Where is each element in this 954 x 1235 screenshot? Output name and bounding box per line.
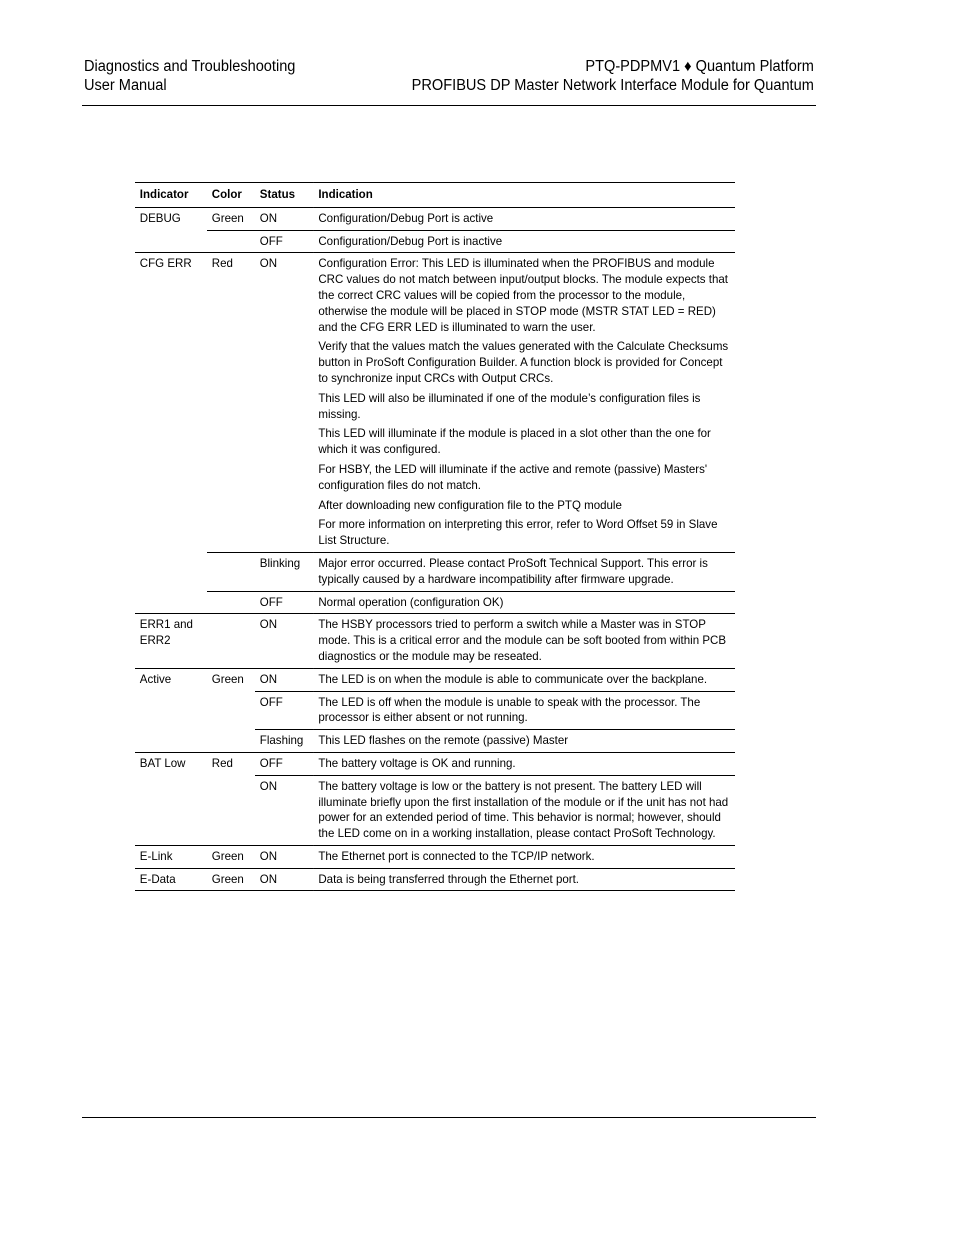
indication-cell: Data is being transferred through the Ethernet port. — [314, 868, 735, 891]
indication-cell: The Ethernet port is connected to the TCP/IP network. — [314, 845, 735, 868]
status-cell: ON — [255, 253, 314, 553]
color-cell: Green — [207, 845, 255, 868]
status-cell: OFF — [255, 230, 314, 253]
table-row — [135, 668, 735, 691]
footer-rule — [82, 1117, 816, 1118]
indication-cell: Major error occurred. Please contact ProSoft Technical Support. This error is typically caused by a hardware incompatibility after firmware upgrade. — [314, 552, 735, 591]
indication-cell: This LED flashes on the remote (passive) Master — [314, 730, 735, 753]
color-cell: Green — [207, 668, 255, 752]
indicator-cell: BAT Low — [135, 752, 207, 845]
color-cell: Green — [207, 868, 255, 891]
table-row — [135, 752, 735, 775]
indication-paragraph: This LED will illuminate if the module is placed in a slot other than the one for which it was configured. — [318, 426, 711, 457]
led-indicator-table — [135, 182, 735, 891]
indication-paragraph: For more information on interpreting this error, refer to Word Offset 59 in Slave List Structure. — [318, 517, 718, 548]
status-cell: ON — [255, 775, 314, 845]
color-cell — [207, 552, 255, 591]
status-cell: OFF — [255, 752, 314, 775]
color-cell: Green — [207, 207, 255, 230]
header-rule — [82, 105, 816, 106]
status-cell: OFF — [255, 691, 314, 730]
indication-cell: The LED is off when the module is unable to speak with the processor. The processor is either absent or not running. — [314, 691, 735, 730]
color-cell: Red — [207, 253, 255, 553]
indication-paragraph: After downloading new configuration file to the PTQ module — [318, 497, 622, 512]
status-cell: Blinking — [255, 552, 314, 591]
status-cell: ON — [255, 207, 314, 230]
status-cell: ON — [255, 668, 314, 691]
running-header-left — [84, 57, 295, 95]
indication-paragraph: For HSBY, the LED will illuminate if the active and remote (passive) Masters' configuration files do not match. — [318, 461, 708, 492]
running-header-right — [412, 57, 814, 95]
color-cell: Red — [207, 752, 255, 845]
column-header-status: Status — [255, 183, 314, 208]
table-row — [135, 845, 735, 868]
indication-cell: The HSBY processors tried to perform a switch while a Master was in STOP mode. This is a critical error and the module can be soft booted from within PCB diagnostics or the module may be reseated. — [314, 614, 735, 668]
product-description: PROFIBUS DP Master Network Interface Module for Quantum — [411, 77, 814, 94]
table-row — [135, 614, 735, 668]
status-cell: ON — [255, 614, 314, 668]
table-header-row — [135, 183, 735, 208]
section-title: Diagnostics and Troubleshooting — [84, 58, 296, 75]
indication-cell: The battery voltage is low or the battery is not present. The battery LED will illuminate briefly upon the first installation of the module or if the unit has not had power for an extended period of time. This behavior is normal; however, should the LED come on in a working installation, please contact ProSoft Technology. — [314, 775, 735, 845]
indication-cell: The battery voltage is OK and running. — [314, 752, 735, 775]
table-row — [135, 230, 735, 253]
indicator-cell: E-Data — [135, 868, 207, 891]
table-row — [135, 868, 735, 891]
column-header-color: Color — [207, 183, 255, 208]
table-row — [135, 253, 735, 553]
indicator-cell: DEBUG — [135, 207, 207, 253]
status-cell: ON — [255, 845, 314, 868]
product-platform: PTQ-PDPMV1 ♦ Quantum Platform — [585, 58, 814, 75]
table-row — [135, 591, 735, 614]
indication-paragraph: This LED will also be illuminated if one of the module’s configuration files is missing. — [318, 390, 701, 421]
indication-cell: Configuration/Debug Port is active — [314, 207, 735, 230]
indicator-cell: E-Link — [135, 845, 207, 868]
table-row — [135, 552, 735, 591]
indication-cell: The LED is on when the module is able to communicate over the backplane. — [314, 668, 735, 691]
column-header-indication: Indication — [314, 183, 735, 208]
column-header-indicator: Indicator — [135, 183, 207, 208]
indication-cell: Normal operation (configuration OK) — [314, 591, 735, 614]
indicator-cell: ERR1 and ERR2 — [135, 614, 207, 668]
indicator-cell: Active — [135, 668, 207, 752]
indication-cell: Configuration/Debug Port is inactive — [314, 230, 735, 253]
document-type: User Manual — [84, 77, 167, 94]
indicator-cell: CFG ERR — [135, 253, 207, 614]
status-cell: OFF — [255, 591, 314, 614]
color-cell — [207, 230, 255, 253]
status-cell: Flashing — [255, 730, 314, 753]
table-row — [135, 207, 735, 230]
indication-cell — [314, 253, 735, 553]
status-cell: ON — [255, 868, 314, 891]
indication-paragraph: Verify that the values match the values generated with the Calculate Checksums button in ProSoft Configuration Builder. A function block is provided for Concept to synchronize input CRCs with Output CRCs. — [318, 339, 729, 385]
indication-paragraph: Configuration Error: This LED is illuminated when the PROFIBUS and module CRC values do not match between input/output blocks. The module expects that the correct CRC values will be copied from the processor to the module, otherwise the module will be placed in STOP mode (MSTR STAT LED = RED) and the CFG ERR LED is illuminated to warn the user. — [318, 256, 728, 334]
color-cell — [207, 591, 255, 614]
color-cell — [207, 614, 255, 668]
